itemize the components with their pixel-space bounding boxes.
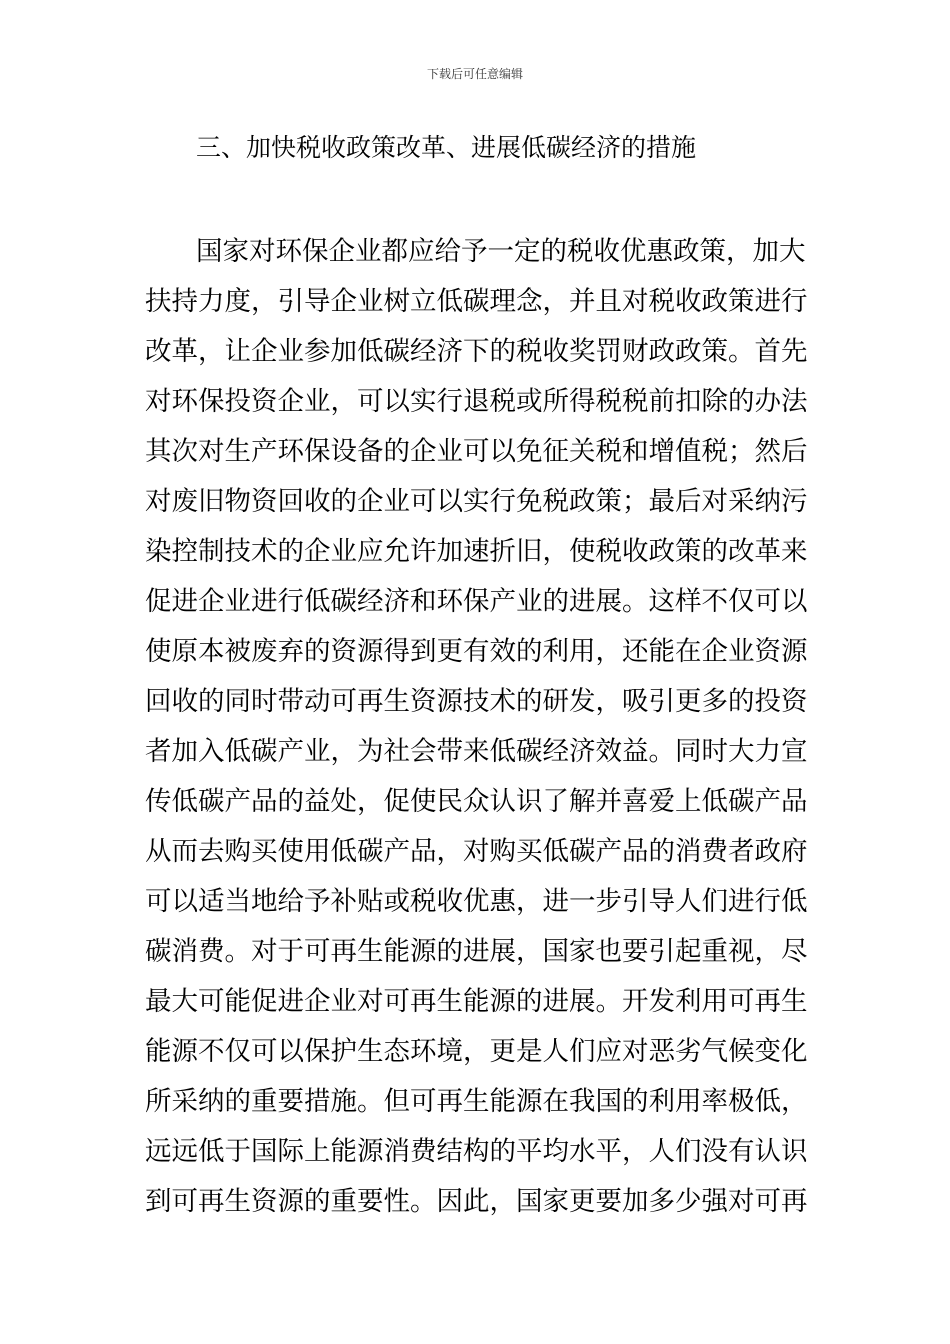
body-paragraph (145, 229, 815, 1229)
paragraph-line: 远远低于国际上能源消费结构的平均水平，人们没有认识 (145, 1136, 808, 1167)
paragraph-line: 染控制技术的企业应允许加速折旧，使税收政策的改革来 (145, 536, 808, 567)
paragraph-line: 到可再生资源的重要性。因此，国家更要加多少强对可再 (145, 1186, 808, 1217)
paragraph-line: 促进企业进行低碳经济和环保产业的进展。这样不仅可以 (145, 586, 808, 617)
paragraph-line: 其次对生产环保设备的企业可以免征关税和增值税；然后 (145, 436, 808, 467)
section-title: 三、加快税收政策改革、进展低碳经济的措施 (196, 133, 697, 162)
paragraph-line: 者加入低碳产业，为社会带来低碳经济效益。同时大力宣 (145, 736, 808, 767)
header-note: 下载后可任意编辑 (426, 67, 523, 81)
paragraph-line: 最大可能促进企业对可再生能源的进展。开发利用可再生 (145, 986, 808, 1017)
paragraph-line: 改革，让企业参加低碳经济下的税收奖罚财政政策。首先 (145, 336, 808, 367)
paragraph-line: 对环保投资企业，可以实行退税或所得税税前扣除的办法 (145, 386, 808, 417)
paragraph-line: 回收的同时带动可再生资源技术的研发，吸引更多的投资 (145, 686, 808, 717)
paragraph-line: 能源不仅可以保护生态环境，更是人们应对恶劣气候变化 (145, 1036, 808, 1067)
paragraph-line: 使原本被废弃的资源得到更有效的利用，还能在企业资源 (145, 636, 808, 667)
paragraph-line: 从而去购买使用低碳产品，对购买低碳产品的消费者政府 (145, 836, 808, 867)
paragraph-line: 扶持力度，引导企业树立低碳理念，并且对税收政策进行 (145, 286, 808, 317)
paragraph-line: 传低碳产品的益处，促使民众认识了解并喜爱上低碳产品 (145, 786, 808, 817)
paragraph-line: 所采纳的重要措施。但可再生能源在我国的利用率极低， (145, 1086, 808, 1117)
paragraph-line: 可以适当地给予补贴或税收优惠，进一步引导人们进行低 (145, 886, 808, 917)
paragraph-line: 国家对环保企业都应给予一定的税收优惠政策，加大 (196, 236, 806, 267)
paragraph-line: 碳消费。对于可再生能源的进展，国家也要引起重视，尽 (145, 936, 808, 967)
paragraph-line: 对废旧物资回收的企业可以实行免税政策；最后对采纳污 (145, 486, 808, 517)
